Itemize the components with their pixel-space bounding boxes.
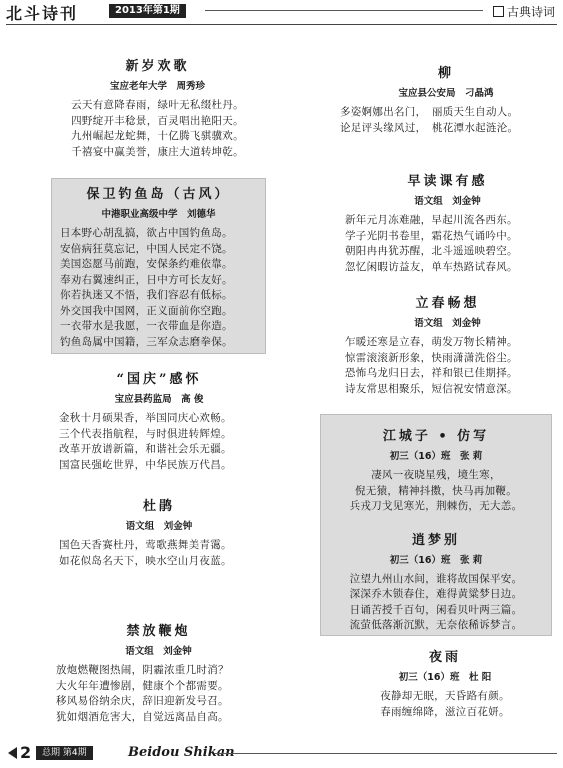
poem-spring-thoughts bbox=[345, 292, 550, 397]
poem-line: 夜静却无眠，天昏路有颜。 bbox=[380, 690, 510, 702]
poem-line: 千禧宴中赢美誉，康庄大道转坤乾。 bbox=[71, 145, 244, 158]
poem-title: 新岁欢歌 bbox=[125, 59, 190, 74]
poem-title: 杜鹃 bbox=[142, 499, 175, 514]
poem-title: 早读课有感 bbox=[407, 174, 488, 189]
poem-line: 钓鱼岛属中国籍，三军众志磨拳保。 bbox=[60, 335, 233, 348]
poem-line: 兵戎刀戈见寒光，荆棘伤，无大恙。 bbox=[349, 500, 523, 512]
poem-title: 逍梦别 bbox=[411, 532, 460, 548]
poem-line: 春雨缠绵降，滋泣百花妍。 bbox=[380, 705, 510, 718]
poem-new-year-song bbox=[60, 55, 255, 160]
page-footer bbox=[0, 744, 563, 766]
poem-body bbox=[345, 213, 550, 275]
poem-line: 安倍病狂莫忘记，中国人民定不饶。 bbox=[60, 242, 233, 255]
poem-line: 金秋十月硕果香，举国同庆心欢畅。 bbox=[59, 412, 232, 424]
poem-defend-diaoyu-box bbox=[51, 178, 266, 354]
section-label-text: 古典诗词 bbox=[507, 5, 556, 19]
poem-title: 夜雨 bbox=[428, 650, 461, 665]
poem-line: 国富民强屹世界，中华民族万代昌。 bbox=[59, 458, 232, 471]
issue-badge: 2013年第1期 bbox=[109, 4, 186, 18]
poem-author: 宝应县药监局 高 俊 bbox=[114, 394, 204, 405]
triangle-left-icon bbox=[8, 747, 17, 759]
poem-title: 立春畅想 bbox=[415, 296, 480, 311]
poem-line: 日本野心胡乱搞，欲占中国钓鱼岛。 bbox=[60, 227, 233, 239]
poem-line: 学子光阴书卷里，霜花热气诵吟中。 bbox=[345, 229, 518, 242]
poem-body bbox=[321, 572, 551, 634]
poem-body bbox=[59, 538, 259, 569]
poem-line: 泣望九州山水间，谁将故国保平安。 bbox=[349, 572, 523, 585]
poem-line: 国色天香赛杜丹，莺歌燕舞美青霭。 bbox=[59, 539, 232, 551]
poem-line: 九州崛起龙蛇舞，十亿腾飞骐骥欢。 bbox=[71, 130, 244, 142]
poem-line: 深深乔木锁春住，难得黄粱梦日边。 bbox=[349, 588, 523, 600]
magazine-title: 北斗诗刊 bbox=[6, 4, 79, 23]
poem-title: 柳 bbox=[437, 66, 454, 81]
poem-title: 江城子 • 仿写 bbox=[382, 429, 490, 444]
poem-line: 放炮燃鞭图热闹，阴霾浓重几时消？ bbox=[56, 664, 229, 676]
poem-line: 诗友常思相聚乐，短信祝安情意深。 bbox=[345, 382, 518, 395]
poem-line: 乍暖还寒是立春，萌发万物长精神。 bbox=[345, 336, 518, 348]
header-rule bbox=[205, 10, 483, 11]
poem-line: 改革开放谱新篇，和谐社会乐无疆。 bbox=[59, 443, 232, 455]
poem-body bbox=[340, 105, 552, 136]
poem-author: 语文组 刘金钟 bbox=[414, 318, 481, 329]
poem-box-right bbox=[320, 414, 552, 636]
poem-national-day bbox=[59, 368, 259, 473]
poem-author: 语文组 刘金钟 bbox=[125, 521, 193, 532]
poem-ban-firecrackers bbox=[56, 620, 261, 725]
poem-line: 多姿婀娜出名门， 丽质天生自动人。 bbox=[340, 106, 519, 118]
poem-azalea bbox=[59, 495, 259, 569]
poem-title: 禁放鞭炮 bbox=[126, 624, 191, 639]
poem-author: 中港职业高级中学 刘德华 bbox=[101, 209, 216, 220]
poem-line: 云天有意降春雨，绿叶无私缀杜丹。 bbox=[71, 99, 244, 111]
poem-body bbox=[340, 689, 550, 720]
poem-title: “国庆”感怀 bbox=[116, 372, 202, 387]
poem-line: 移风易俗纳余庆，辞旧迎新发号召。 bbox=[56, 695, 229, 707]
poem-line: 朝阳冉冉犹苏醒，北斗遥遥映碧空。 bbox=[345, 245, 518, 257]
page-number: 2 bbox=[20, 743, 32, 762]
publication-name: Beidou Shikan bbox=[128, 745, 235, 760]
poem-line: 奉劝右翼速纠正，日中方可长友好。 bbox=[60, 273, 233, 286]
poem-body bbox=[60, 98, 255, 160]
poem-willow bbox=[340, 62, 552, 136]
poem-body bbox=[56, 663, 261, 725]
poem-line: 大火年年遭惨剧，健康个个都需要。 bbox=[56, 679, 229, 692]
poem-night-rain bbox=[340, 646, 550, 720]
poem-line: 凄风一夜晓星残，境生寒， bbox=[371, 469, 501, 481]
header-separator bbox=[6, 24, 557, 25]
poem-author: 宝应老年大学 周秀珍 bbox=[109, 81, 205, 92]
poem-author: 语文组 刘金钟 bbox=[125, 646, 192, 657]
poem-line: 恐怖乌龙归日去，祥和银已佳期择。 bbox=[345, 367, 518, 379]
poem-body bbox=[52, 226, 265, 350]
poem-author: 初三（16）班 杜 阳 bbox=[398, 672, 492, 683]
poem-line: 新年元月冻难融，早起川流各西东。 bbox=[345, 214, 518, 226]
poem-line: 一衣带水是我愿，一衣带血是你造。 bbox=[60, 320, 233, 332]
poem-line: 三个代表指航程，与时俱进转辉煌。 bbox=[59, 427, 232, 440]
poem-title: 保卫钓鱼岛（古风） bbox=[86, 187, 231, 202]
poem-line: 四野绽开丰稔景，百灵唱出艳阳天。 bbox=[71, 114, 244, 127]
poem-line: 美国恣愿马前跑，安保条约难依靠。 bbox=[60, 258, 233, 270]
section-label bbox=[493, 3, 555, 20]
poem-body bbox=[345, 335, 550, 397]
poem-line: 你若执迷又不悟，我们容忍有低标。 bbox=[60, 289, 233, 301]
volume-badge: 总期 第4期 bbox=[36, 746, 93, 760]
page-header bbox=[0, 0, 563, 22]
poem-line: 惊雷滚滚新形象，快雨潇潇洗俗尘。 bbox=[345, 351, 518, 364]
poem-author: 语文组 刘金钟 bbox=[414, 196, 481, 207]
poem-line: 倪无猿，精神抖擞，快马再加鞭。 bbox=[355, 484, 517, 497]
poem-body bbox=[321, 468, 551, 515]
poem-line: 如花似岛名天下，映水空山月夜蓝。 bbox=[59, 554, 232, 567]
poem-line: 流萤低落渐沉默，无奈依稀诉梦言。 bbox=[349, 619, 523, 631]
poem-line: 外交国我中国网，正义面前你空跑。 bbox=[60, 304, 233, 317]
poem-line: 日诵苦授千百句，闲看贝叶两三篇。 bbox=[349, 603, 523, 616]
poem-author: 初三（16）班 张 莉 bbox=[389, 451, 483, 462]
square-icon bbox=[493, 6, 504, 17]
footer-rule bbox=[214, 753, 557, 754]
poem-line: 犹如烟酒危害大，自觉远离品自高。 bbox=[56, 710, 229, 723]
poem-author: 初三（16）班 张 莉 bbox=[389, 554, 483, 566]
poem-line: 论足评头缘风过， 桃花潭水起涟沦。 bbox=[340, 121, 519, 134]
poem-body bbox=[59, 411, 259, 473]
poem-morning-reading bbox=[345, 170, 550, 275]
poem-line: 忽忆闲暇访益友，单车热路试春风。 bbox=[345, 260, 518, 273]
poem-author: 宝应县公安局 刁晶鸿 bbox=[398, 88, 494, 99]
